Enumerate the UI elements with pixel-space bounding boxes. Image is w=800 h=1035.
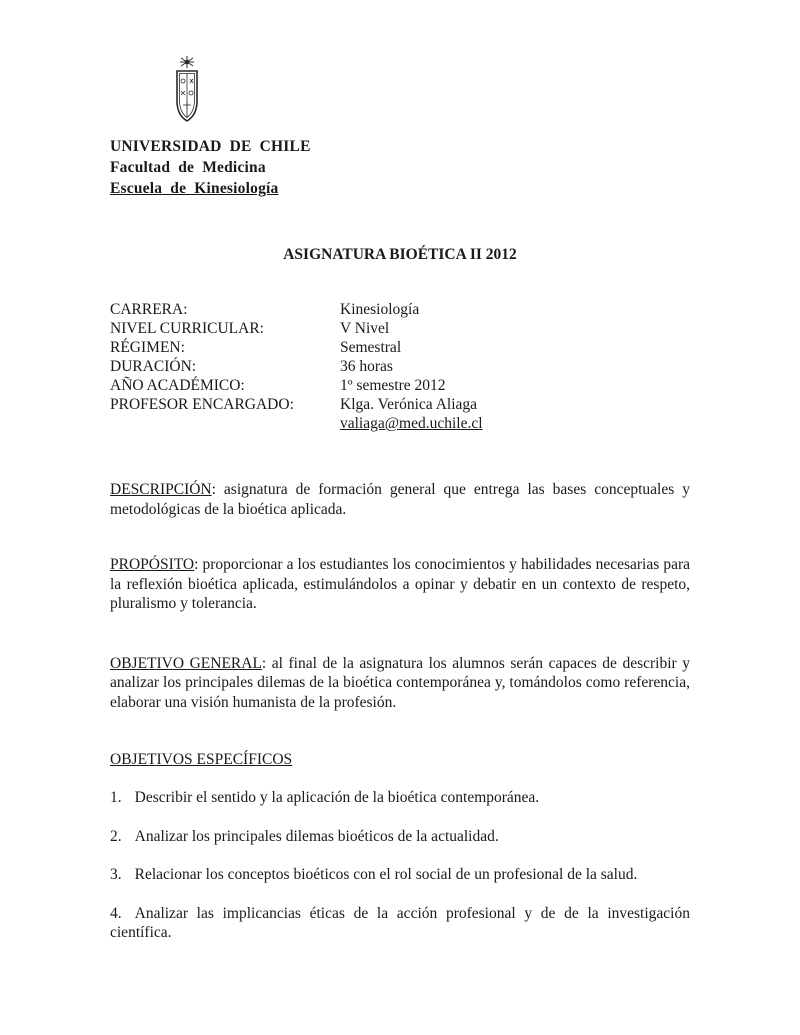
objectives-heading: OBJETIVOS ESPECÍFICOS — [110, 751, 293, 768]
university-name: UNIVERSIDAD DE CHILE — [110, 138, 311, 155]
info-value: Semestral — [340, 339, 402, 356]
info-label: RÉGIMEN: — [110, 339, 185, 356]
objective-number: 2. — [110, 827, 122, 845]
university-crest-icon — [166, 55, 208, 129]
email-row — [340, 414, 690, 433]
section-label: PROPÓSITO — [110, 556, 195, 573]
section-proposito — [110, 555, 690, 614]
objective-text: Analizar las implicancias éticas de la acción profesional y de de la investigación científica. — [110, 904, 690, 941]
info-label: PROFESOR ENCARGADO: — [110, 396, 294, 413]
section-label: DESCRIPCIÓN — [110, 481, 212, 498]
info-value: Kinesiología — [340, 301, 420, 318]
section-text: : asignatura de formación general que entrega las bases conceptuales y metodológicas de la bioética aplicada. — [110, 481, 690, 518]
objective-number: 3. — [110, 866, 122, 883]
objective-text: Analizar los principales dilemas bioéticos de la actualidad. — [134, 827, 499, 845]
objective-item-1 — [110, 788, 690, 808]
info-value: Klga. Verónica Aliaga — [340, 396, 478, 413]
info-value: V Nivel — [340, 320, 390, 337]
info-row-profesor — [110, 395, 690, 414]
info-row-ano-academico — [110, 376, 690, 395]
document-header — [110, 55, 690, 199]
page-title: ASIGNATURA BIOÉTICA II 2012 — [283, 246, 517, 263]
info-label: AÑO ACADÉMICO: — [110, 377, 245, 394]
info-row-nivel — [110, 319, 690, 338]
section-text: : al final de la asignatura los alumnos serán capaces de describir y analizar los principales dilemas de la bioética contemporánea y, tomándolos como referencia, elaborar una visión humanista de la profesión. — [110, 654, 690, 711]
section-text: : proporcionar a los estudiantes los conocimientos y habilidades necesarias para la reflexión bioética aplicada, estimulándolos a opinar y debatir en un contexto de respeto, pluralismo y tolerancia. — [110, 556, 690, 612]
objective-number: 1. — [110, 789, 122, 806]
objective-text: Relacionar los conceptos bioéticos con el rol social de un profesional de la salud. — [134, 866, 638, 883]
info-label: NIVEL CURRICULAR: — [110, 320, 264, 337]
section-objetivo-general — [110, 654, 690, 713]
faculty-name: Facultad de Medicina — [110, 159, 266, 176]
info-row-duracion — [110, 357, 690, 376]
info-label: CARRERA: — [110, 301, 188, 318]
school-name: Escuela de Kinesiología — [110, 180, 279, 197]
info-value: 1º semestre 2012 — [340, 377, 446, 394]
objective-number: 4. — [110, 904, 122, 922]
objective-item-4 — [110, 904, 690, 943]
info-value: 36 horas — [340, 358, 393, 375]
objective-text: Describir el sentido y la aplicación de la bioética contemporánea. — [134, 789, 540, 806]
info-row-regimen — [110, 338, 690, 357]
objective-item-2 — [110, 827, 690, 847]
course-info — [110, 300, 690, 433]
section-descripcion — [110, 480, 690, 519]
professor-email-link[interactable]: valiaga@med.uchile.cl — [340, 415, 483, 432]
info-row-carrera — [110, 300, 690, 319]
objective-item-3 — [110, 865, 690, 885]
info-label: DURACIÓN: — [110, 358, 197, 375]
section-label: OBJETIVO GENERAL — [110, 654, 262, 672]
